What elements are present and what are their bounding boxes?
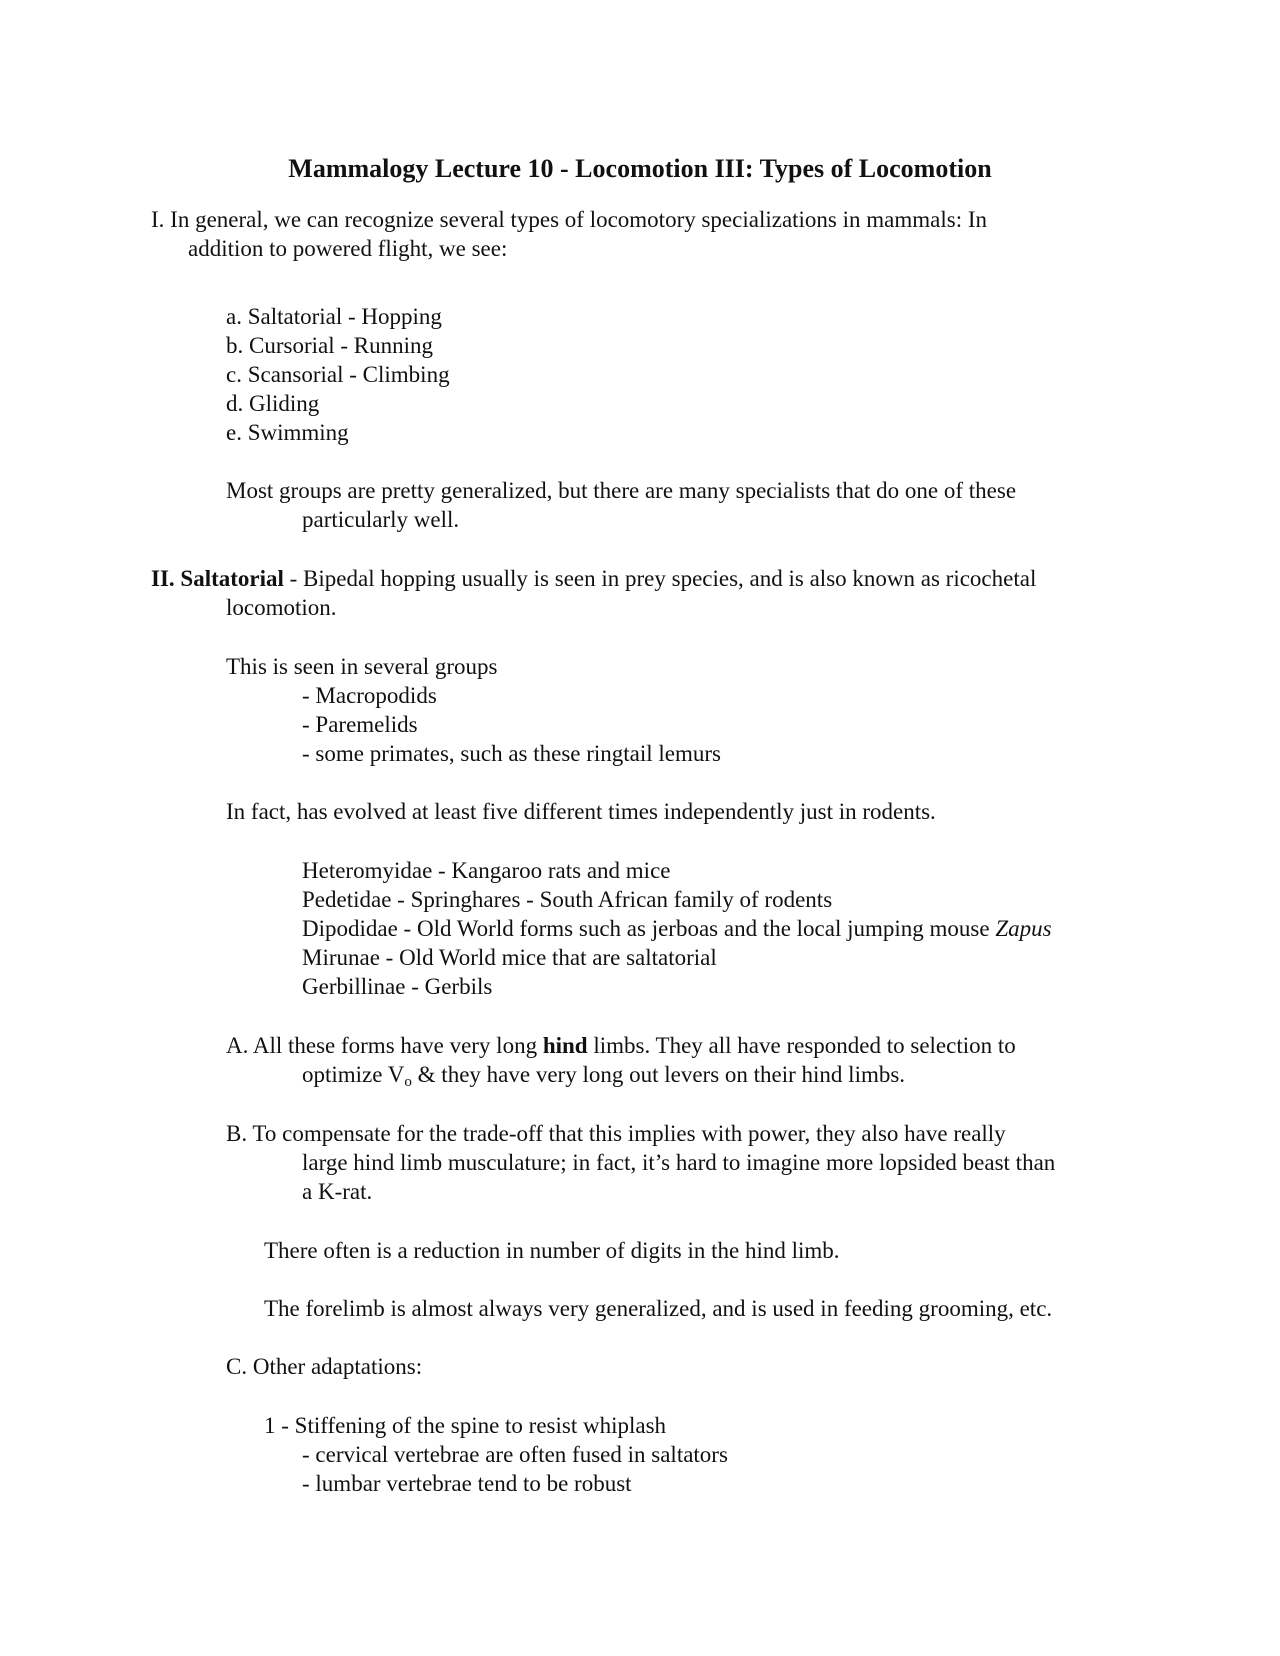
point-b-line-1: B. To compensate for the trade-off that this implies with power, they also have really: [226, 1121, 1006, 1146]
adaptation-1-cervical: - cervical vertebrae are often fused in saltators: [302, 1442, 728, 1467]
generalized-note-line-2: particularly well.: [302, 507, 460, 532]
page-title: Mammalogy Lecture 10 - Locomotion III: Types of Locomotion: [288, 154, 992, 183]
list-item-saltatorial: a. Saltatorial - Hopping: [226, 304, 442, 329]
point-a-line-2-pre: optimize V: [302, 1062, 405, 1087]
point-a-pre: A. All these forms have very long: [226, 1033, 543, 1058]
section-1-line-1: I. In general, we can recognize several types of locomotory specializations in mammals: In: [151, 207, 987, 232]
point-a-bold: hind: [542, 1033, 588, 1058]
adaptation-1: 1 - Stiffening of the spine to resist whiplash: [264, 1413, 667, 1438]
groups-intro: This is seen in several groups: [226, 654, 498, 679]
point-b-line-3: a K-rat.: [302, 1179, 373, 1204]
family-mirunae: Mirunae - Old World mice that are saltatorial: [302, 945, 717, 970]
list-item-cursorial: b. Cursorial - Running: [226, 333, 433, 358]
list-item-swimming: e. Swimming: [226, 420, 349, 445]
genus-zapus: Zapus: [995, 916, 1052, 941]
family-gerbillinae: Gerbillinae - Gerbils: [302, 974, 493, 999]
family-pedetidae: Pedetidae - Springhares - South African family of rodents: [302, 887, 833, 912]
family-heteromyidae: Heteromyidae - Kangaroo rats and mice: [302, 858, 671, 883]
rodents-intro: In fact, has evolved at least five different times independently just in rodents.: [226, 799, 936, 824]
family-dipodidae-line: [302, 914, 1052, 943]
point-a-line-1: [226, 1031, 1016, 1060]
list-item-gliding: d. Gliding: [226, 391, 320, 416]
group-item-macropodids: - Macropodids: [302, 683, 437, 708]
point-a-subscript: o: [404, 1074, 412, 1090]
family-dipodidae: Dipodidae - Old World forms such as jerboas and the local jumping mouse: [302, 916, 996, 941]
point-a-line-2-post: & they have very long out levers on their hind limbs.: [411, 1062, 906, 1087]
point-b-line-2: large hind limb musculature; in fact, it’s hard to imagine more lopsided beast than: [302, 1150, 1056, 1175]
forelimb-note: The forelimb is almost always very generalized, and is used in feeding grooming, etc.: [264, 1296, 1053, 1321]
generalized-note-line-1: Most groups are pretty generalized, but there are many specialists that do one of these: [226, 478, 1017, 503]
section-2-heading-line: [151, 564, 1036, 593]
digits-note: There often is a reduction in number of digits in the hind limb.: [264, 1238, 840, 1263]
section-1-line-2: addition to powered flight, we see:: [188, 236, 508, 261]
group-item-primates: - some primates, such as these ringtail lemurs: [302, 741, 722, 766]
section-2-heading-rest: - Bipedal hopping usually is seen in prey species, and is also known as ricochetal: [283, 566, 1037, 591]
point-a-line-2: [302, 1060, 905, 1089]
list-item-scansorial: c. Scansorial - Climbing: [226, 362, 450, 387]
point-c: C. Other adaptations:: [226, 1354, 423, 1379]
adaptation-1-lumbar: - lumbar vertebrae tend to be robust: [302, 1471, 632, 1496]
group-item-paremelids: - Paremelids: [302, 712, 418, 737]
section-2-heading: II. Saltatorial: [151, 566, 284, 591]
section-2-line-2: locomotion.: [226, 595, 337, 620]
point-a-post: limbs. They all have responded to selection to: [587, 1033, 1016, 1058]
